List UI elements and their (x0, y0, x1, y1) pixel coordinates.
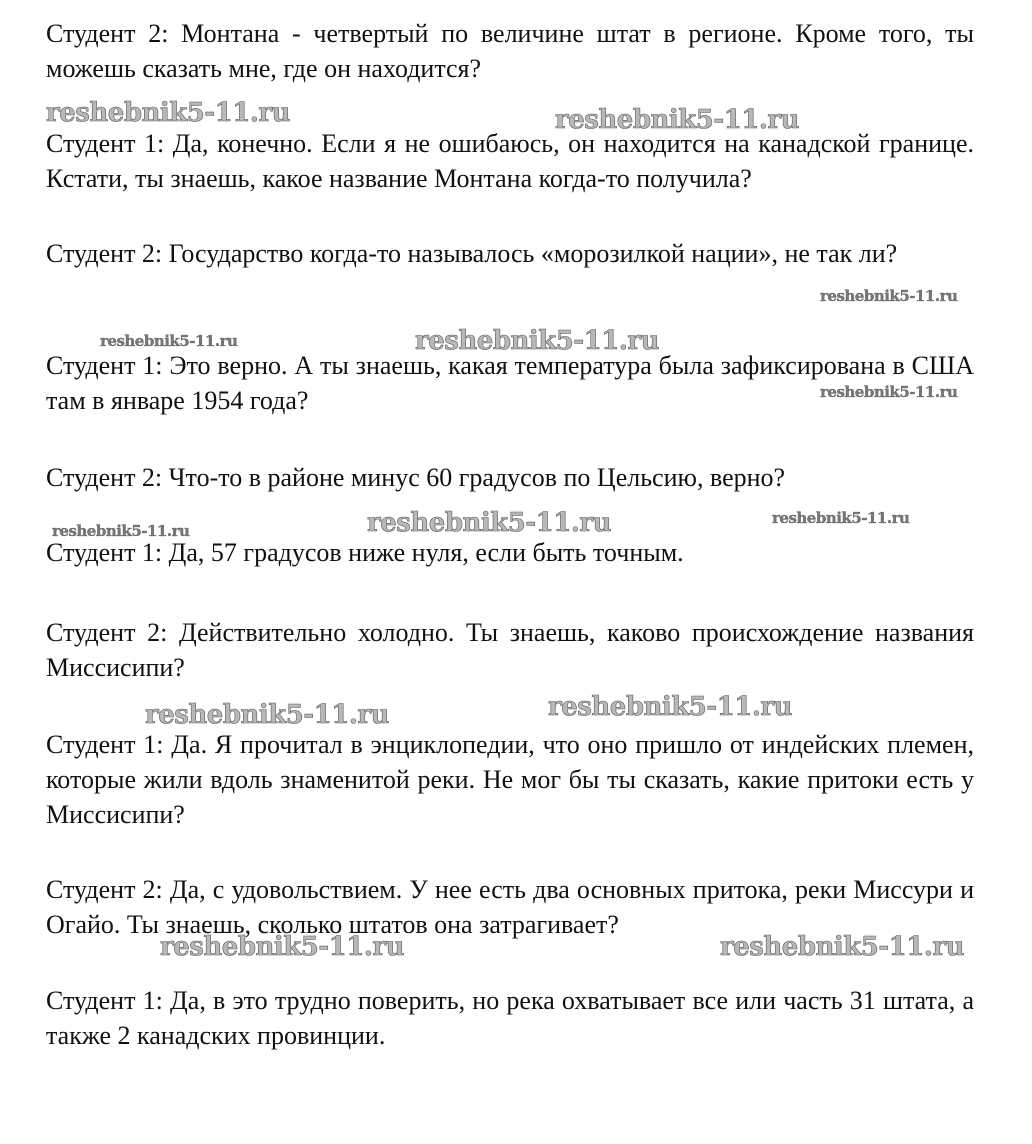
dialogue-line-2: Студент 1: Да, конечно. Если я не ошибаюсь, он находится на канадской границе. Кстати, ты знаешь, какое название Монтана когда-то получила? (46, 129, 974, 193)
watermark-11: reshebnik5-11.ru (548, 692, 793, 722)
watermark-2: reshebnik5-11.ru (555, 105, 800, 135)
dialogue-line-6: Студент 1: Да, 57 градусов ниже нуля, если быть точным. (46, 538, 684, 567)
watermark-5: reshebnik5-11.ru (415, 326, 660, 356)
watermark-1: reshebnik5-11.ru (46, 98, 291, 128)
dialogue-line-5: Студент 2: Что-то в районе минус 60 градусов по Цельсию, верно? (46, 463, 786, 492)
watermark-6: reshebnik5-11.ru (820, 383, 958, 401)
watermark-3: reshebnik5-11.ru (820, 287, 958, 305)
watermark-12: reshebnik5-11.ru (160, 932, 405, 962)
dialogue-line-3: Студент 2: Государство когда-то называлось «морозилкой нации», не так ли? (46, 239, 898, 268)
dialogue-line-9: Студент 2: Да, с удовольствием. У нее есть два основных притока, реки Миссури и Огайо. Ты знаешь, сколько штатов она затрагивает? (46, 875, 974, 939)
dialogue-line-1: Студент 2: Монтана - четвертый по величине штат в регионе. Кроме того, ты можешь сказать мне, где он находится? (46, 19, 974, 83)
watermark-9: reshebnik5-11.ru (772, 509, 910, 527)
watermark-10: reshebnik5-11.ru (145, 700, 390, 730)
watermark-7: reshebnik5-11.ru (52, 522, 190, 540)
dialogue-line-8: Студент 1: Да. Я прочитал в энциклопедии, что оно пришло от индейских племен, которые жили вдоль знаменитой реки. Не мог бы ты сказать, какие притоки есть у Миссисипи? (46, 730, 974, 829)
dialogue-line-7: Студент 2: Действительно холодно. Ты знаешь, каково происхождение названия Миссисипи? (46, 618, 974, 682)
watermark-4: reshebnik5-11.ru (100, 332, 238, 350)
dialogue-line-4: Студент 1: Это верно. А ты знаешь, какая температура была зафиксирована в США там в январе 1954 года? (46, 351, 974, 415)
dialogue-line-10: Студент 1: Да, в это трудно поверить, но река охватывает все или часть 31 штата, а также 2 канадских провинции. (46, 986, 974, 1050)
watermark-13: reshebnik5-11.ru (720, 932, 965, 962)
watermark-8: reshebnik5-11.ru (367, 508, 612, 538)
